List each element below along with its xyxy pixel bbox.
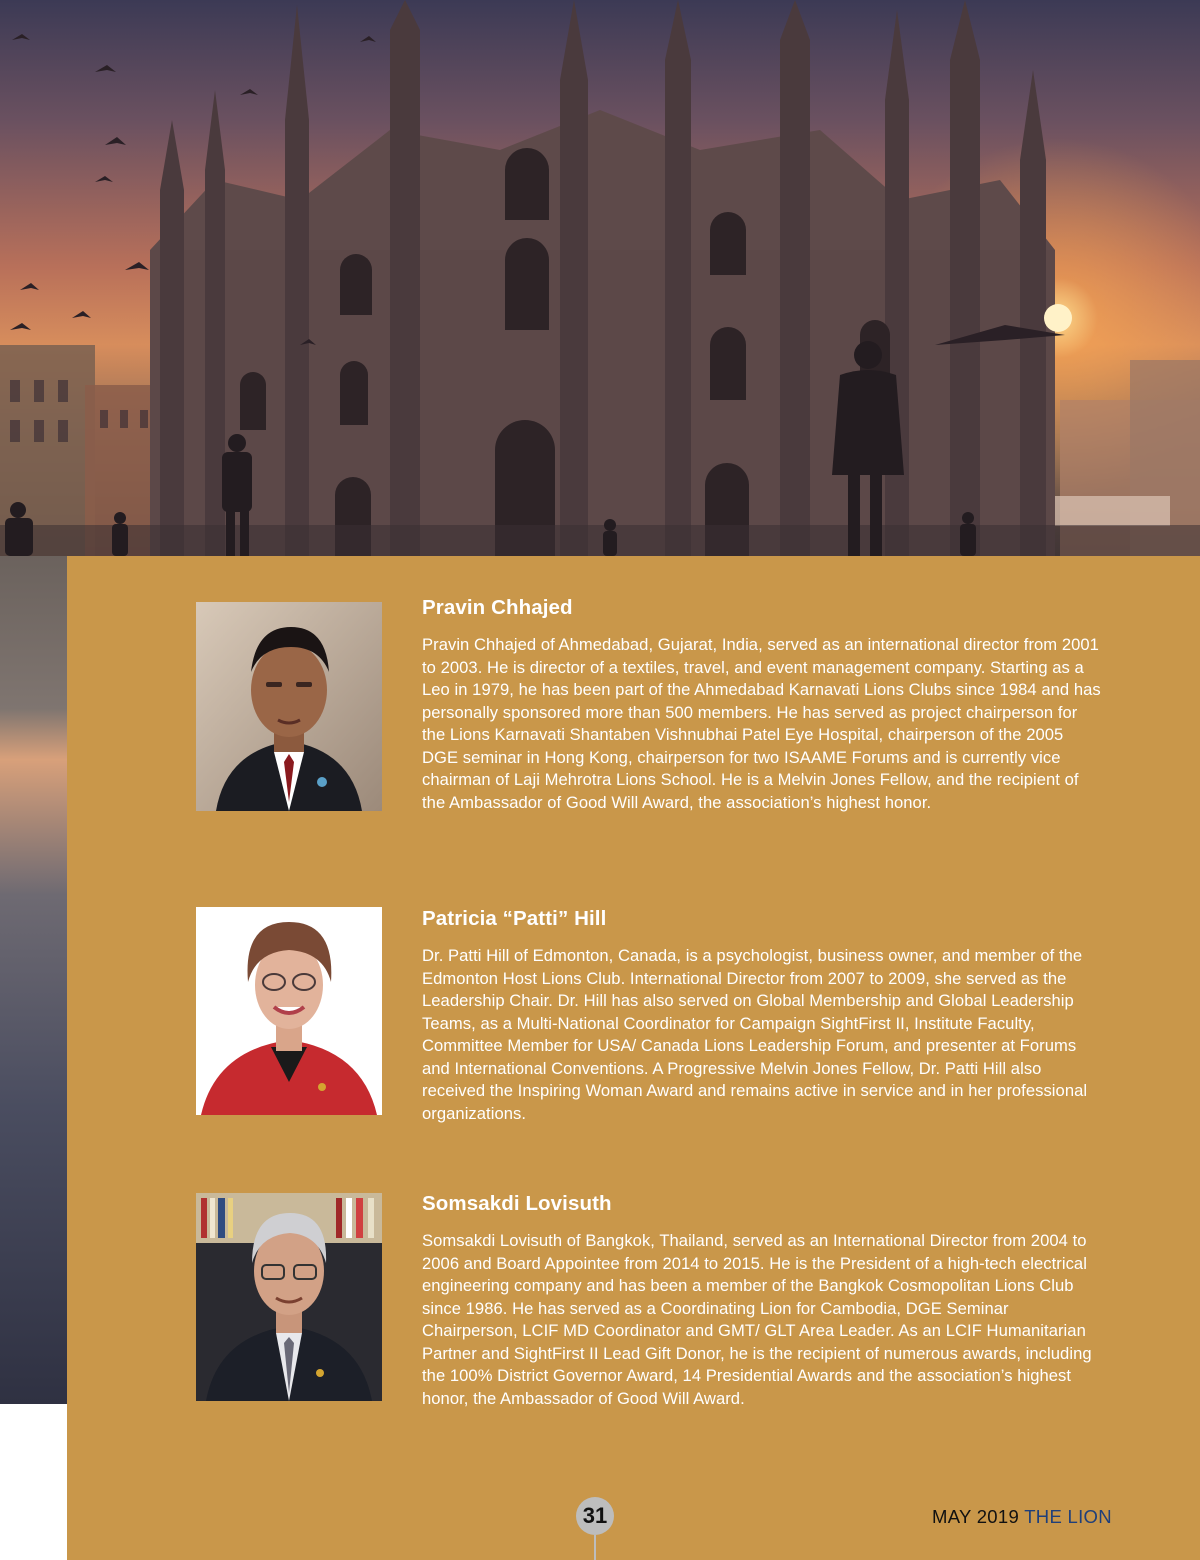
profile-bio: Pravin Chhajed of Ahmedabad, Gujarat, India, served as an international director from 2001 to 2003. He is director of a textiles, travel, and event management company. Starting as a Leo in 1979, he has been part of the Ahmedabad Karnavati Lions Clubs since 1984 and has personally sponsored more than 500 members. He has served as project chairperson for the Lions Karnavati Shantaben Vishnubhai Patel Eye Hospital, chairperson of the 2005 DGE seminar in Hong Kong, chairperson for two ISAAME Forums and is currently vice chairman of Laji Mehrotra Lions School. He is a Melvin Jones Fellow, and the recipient of the Ambassador of Good Will Award, the association’s highest honor. (422, 635, 1101, 812)
portrait-patricia-hill (196, 907, 382, 1115)
cathedral-illustration (0, 0, 1200, 556)
portrait-somsakdi-lovisuth (196, 1193, 382, 1401)
profile-bio: Dr. Patti Hill of Edmonton, Canada, is a psychologist, business owner, and member of the Edmonton Host Lions Club. International Director from 2007 to 2009, she served as the Leadership Chair. Dr. Hill has also served on Global Membership and Global Leadership Teams, as a Multi-National Coordinator for Campaign SightFirst II, Institute Faculty, Committee Member for USA/ Canada Lions Leadership Forum, and presenter at Forums and International Conventions. A Progressive Melvin Jones Fellow, Dr. Patti Hill also received the Inspiring Woman Award and remains active in service and in her professional organizations. (422, 946, 1088, 1123)
issue-date: MAY 2019 (932, 1506, 1020, 1527)
footer-issue (932, 1506, 1112, 1528)
portrait-pravin-chhajed (196, 602, 382, 811)
profile-patricia-hill (422, 907, 1102, 1125)
profile-pravin-chhajed (422, 596, 1102, 814)
page-number-line (594, 1535, 596, 1560)
hero-image (0, 0, 1200, 556)
profile-name: Patricia “Patti” Hill (422, 907, 607, 930)
magazine-name: THE LION (1024, 1506, 1112, 1527)
profile-somsakdi-lovisuth (422, 1192, 1102, 1410)
profile-name: Somsakdi Lovisuth (422, 1192, 612, 1215)
background-photo-strip (0, 556, 67, 1404)
profile-bio: Somsakdi Lovisuth of Bangkok, Thailand, served as an International Director from 2004 to 2006 and Board Appointee from 2014 to 2015. He is the President of a high-tech electrical engineering company and has been a member of the Bangkok Cosmopolitan Lions Club since 1986. He has served as a Coordinating Lion for Cambodia, DGE Seminar Chairperson, LCIF MD Coordinator and GMT/ GLT Area Leader. As an LCIF Humanitarian Partner and SightFirst II Lead Gift Donor, he is the recipient of numerous awards, including the 100% District Governor Award, 14 Presidential Awards and the association’s highest honor, the Ambassador of Good Will Award. (422, 1231, 1092, 1408)
profile-name: Pravin Chhajed (422, 596, 573, 619)
page-number: 31 (576, 1497, 614, 1535)
